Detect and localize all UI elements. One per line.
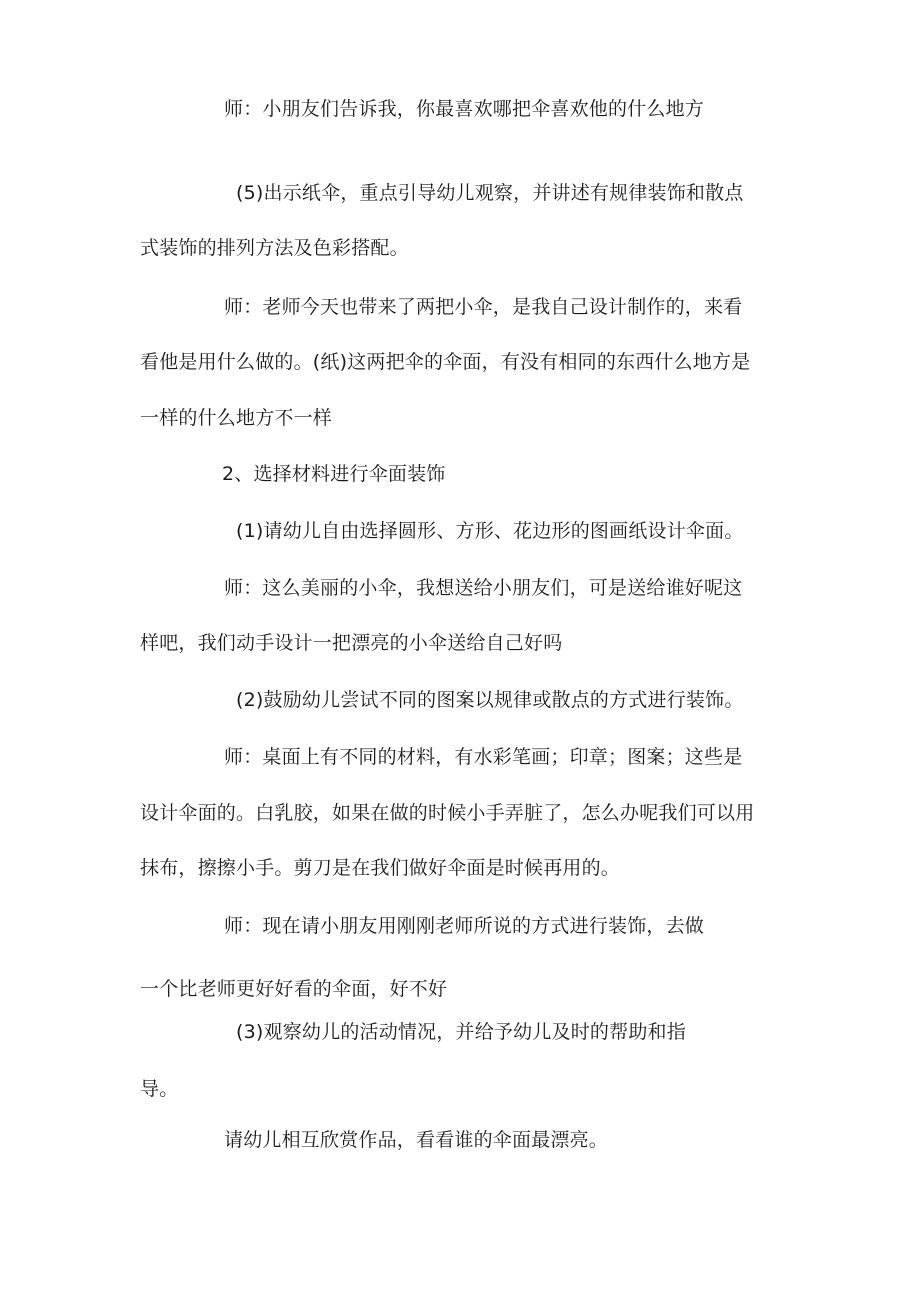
text-line: 抹布，擦擦小手。剪刀是在我们做好伞面是时候再用的。	[140, 857, 621, 879]
text-line: 师：小朋友们告诉我，你最喜欢哪把伞喜欢他的什么地方	[224, 98, 705, 120]
text-line: 一个比老师更好好看的伞面，好不好	[140, 978, 448, 1000]
text-line: (1)请幼儿自由选择圆形、方形、花边形的图画纸设计伞面。	[236, 520, 744, 542]
text-line: 看他是用什么做的。(纸)这两把伞的伞面，有没有相同的东西什么地方是	[140, 351, 751, 373]
text-line: 师：桌面上有不同的材料，有水彩笔画；印章；图案；这些是	[224, 746, 743, 768]
text-line: 师：这么美丽的小伞，我想送给小朋友们，可是送给谁好呢这	[224, 577, 743, 599]
text-line: 样吧，我们动手设计一把漂亮的小伞送给自己好吗	[140, 632, 563, 654]
text-line: 导。	[140, 1078, 179, 1100]
text-line: (2)鼓励幼儿尝试不同的图案以规律或散点的方式进行装饰。	[236, 689, 744, 711]
text-line: 师：现在请小朋友用刚刚老师所说的方式进行装饰，去做	[224, 915, 705, 937]
text-line: (5)出示纸伞，重点引导幼儿观察，并讲述有规律装饰和散点	[236, 182, 744, 204]
text-line: 师：老师今天也带来了两把小伞，是我自己设计制作的，来看	[224, 296, 743, 318]
section-heading: 2、选择材料进行伞面装饰	[222, 463, 446, 485]
text-line: (3)观察幼儿的活动情况，并给予幼儿及时的帮助和指	[236, 1021, 686, 1043]
text-line: 请幼儿相互欣赏作品，看看谁的伞面最漂亮。	[224, 1129, 609, 1151]
text-line: 一样的什么地方不一样	[140, 407, 333, 429]
text-line: 式装饰的排列方法及色彩搭配。	[140, 237, 409, 259]
text-line: 设计伞面的。白乳胶，如果在做的时候小手弄脏了，怎么办呢我们可以用	[140, 802, 755, 824]
